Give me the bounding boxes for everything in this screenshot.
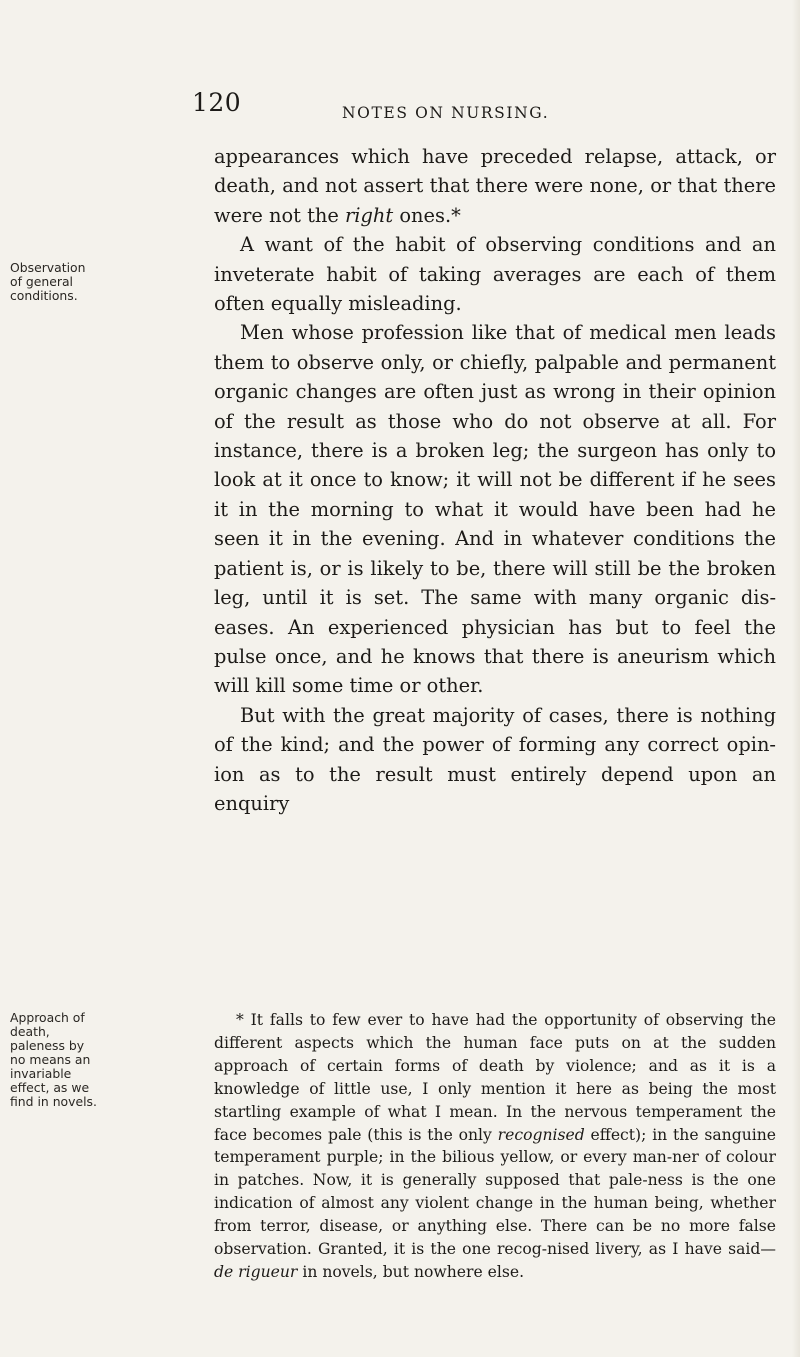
text-run: appearances which have preceded relapse, attack, or death, and not assert that there were none, or that there were not the [214,145,776,227]
text-run: ones.* [393,203,461,227]
body-text [214,142,776,818]
text-run: A want of the habit of observing conditions and an inveterate habit of taking averages are each of them often equally misleading. [214,233,776,316]
text-run: Men whose profession like that of medical men leads them to observe only, or chiefly, palpable and permanent organic changes are often just as wrong in their opinion of the result as those who do not observe at all. For instance, there is a broken leg; the surgeon has only to look at it once to know; it will not be different if he sees it in the morning to what it would have been had he seen it in the evening. And in whatever conditions the patient is, or is likely to be, there will still be the broken leg, until it is set. The same with many organic dis-eases. An experienced physician has but to feel the pulse once, and he knows that there is aneurism which will kill some time or other. [214,321,776,698]
paragraph [214,142,776,230]
running-title: NOTES ON NURSING. [342,104,550,122]
text-run: * It falls to few ever to have had the opportunity of observing the different aspects which the human face puts on at the sudden approach of certain forms of death by violence; and as it is a knowledge of little use, I only mention it here as being the most startling example of what I mean. In the nervous temperament the face becomes pale (this is the only [214,1011,776,1144]
italic-text-run: right [345,203,394,227]
paragraph [214,230,776,318]
footnote-paragraph [214,1009,776,1284]
text-run: effect); in the sanguine temperament purple; in the bilious yellow, or every man-ner of colour in patches. Now, it is generally supposed that pale-ness is the one indication of almost any violent change in the human being, whether from terror, disease, or anything else. There can be no more false observation. Granted, it is the one recog-nised livery, as I have said— [214,1125,776,1259]
page-header [0,88,800,128]
paragraph [214,318,776,700]
italic-text-run: recognised [497,1125,585,1144]
page-edge [792,0,800,1357]
margin-note-approach-of-death: Approach of death, paleness by no means an invariable effect, as we find in novels. [10,1010,97,1109]
paragraph [214,701,776,819]
text-run: But with the great majority of cases, there is nothing of the kind; and the power of forming any correct opin-ion as to the result must entirely depend upon an enquiry [214,703,776,815]
italic-text-run: de rigueur [214,1262,298,1281]
page-number: 120 [192,88,242,117]
footnote [214,1009,776,1284]
text-run: in novels, but nowhere else. [297,1262,525,1281]
margin-note-observation: Observation of general conditions. [10,260,86,303]
